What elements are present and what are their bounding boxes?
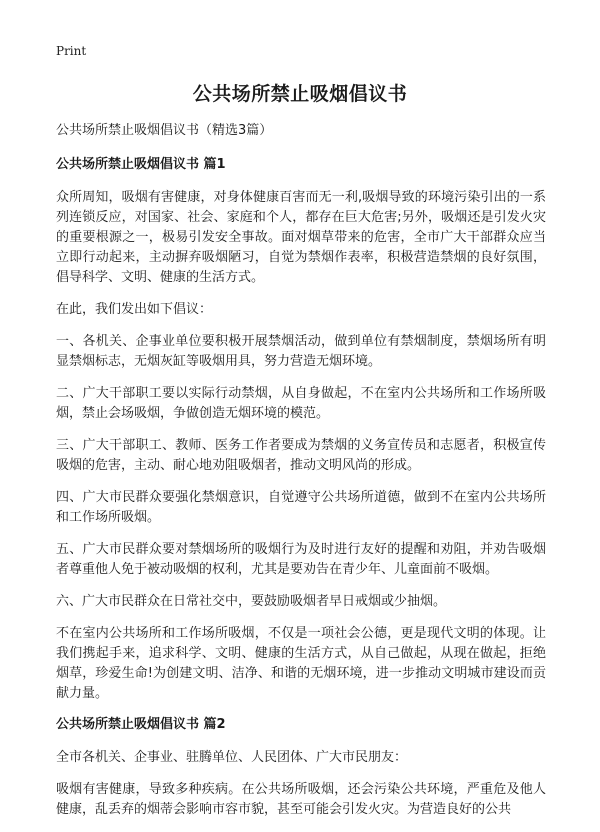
- paragraph: 三、广大干部职工、教师、医务工作者要成为禁烟的义务宣传员和志愿者，积极宣传吸烟的危害，主动、耐心地劝阻吸烟者，推动文明风尚的形成。: [56, 438, 546, 473]
- paragraph: 吸烟有害健康，导致多种疾病。在公共场所吸烟，还会污染公共环境，严重危及他人健康，乱丢弃的烟蒂会影响市容市貌，甚至可能会引发火灾。为营造良好的公共: [56, 782, 546, 817]
- section-heading: 公共场所禁止吸烟倡议书 篇1: [56, 157, 226, 172]
- paragraph: 五、广大市民群众要对禁烟场所的吸烟行为及时进行友好的提醒和劝阻，并劝告吸烟者尊重他人免于被动吸烟的权利，尤其是要劝告在青少年、儿童面前不吸烟。: [56, 542, 546, 577]
- paragraph: 众所周知，吸烟有害健康，对身体健康百害而无一利,吸烟导致的环境污染引出的一系列连锁反应，对国家、社会、家庭和个人，都存在巨大危害;另外，吸烟还是引发火灾的重要根源之一，极易引发安全事故。面对烟草带来的危害，全市广大干部群众应当立即行动起来，主动摒弃吸烟陋习，自觉为禁烟作表率，积极营造禁烟的良好氛围，倡导科学、文明、健康的生活方式。: [56, 190, 546, 285]
- paragraph: 一、各机关、企事业单位要积极开展禁烟活动，做到单位有禁烟制度，禁烟场所有明显禁烟标志，无烟灰缸等吸烟用具，努力营造无烟环境。: [56, 334, 546, 369]
- document-title: 公共场所禁止吸烟倡议书: [192, 83, 408, 105]
- paragraph: 六、广大市民群众在日常社交中，要鼓励吸烟者早日戒烟或少抽烟。: [56, 594, 447, 609]
- section-heading: 公共场所禁止吸烟倡议书 篇2: [56, 717, 226, 732]
- document-body: [56, 122, 546, 832]
- paragraph: 二、广大干部职工要以实际行动禁烟，从自身做起，不在室内公共场所和工作场所吸烟，禁止会场吸烟，争做创造无烟环境的模范。: [56, 386, 546, 421]
- paragraph: 在此，我们发出如下倡议：: [56, 302, 213, 317]
- paragraph: 全市各机关、企事业、驻腾单位、人民团体、广大市民朋友：: [56, 750, 408, 765]
- paragraph: 四、广大市民群众要强化禁烟意识，自觉遵守公共场所道德，做到不在室内公共场所和工作场所吸烟。: [56, 490, 546, 525]
- print-label: Print: [56, 44, 87, 58]
- paragraph: 不在室内公共场所和工作场所吸烟，不仅是一项社会公德，更是现代文明的体现。让我们携起手来，追求科学、文明、健康的生活方式，从自己做起，从现在做起，拒绝烟草，珍爱生命!为创建文明、洁净、和谐的无烟环境，进一步推动文明城市建设而贡献力量。: [56, 626, 546, 701]
- document-subtitle: 公共场所禁止吸烟倡议书（精选3篇）: [56, 123, 273, 138]
